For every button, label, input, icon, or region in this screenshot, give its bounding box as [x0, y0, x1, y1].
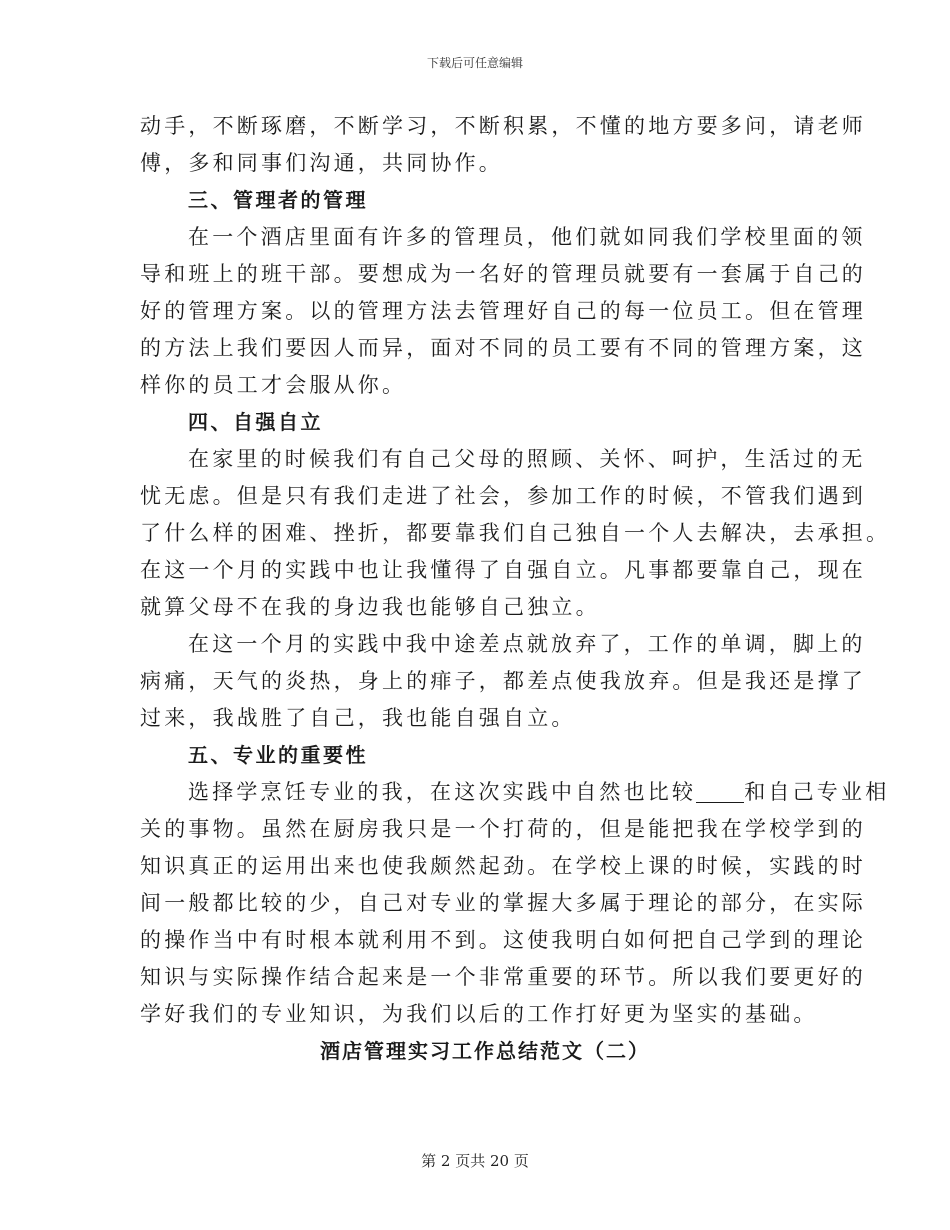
paragraph-line: 傅，多和同事们沟通，共同协作。	[140, 151, 503, 175]
paragraph-line: 学好我们的专业知识，为我们以后的工作打好更为坚实的基础。	[140, 1002, 818, 1026]
paragraph-line: 好的管理方案。以的管理方法去管理好自己的每一位员工。但在管理	[140, 299, 866, 323]
next-document-title: 酒店管理实习工作总结范文（二）	[320, 1039, 650, 1063]
paragraph-line: 在这一个月的实践中我中途差点就放弃了，工作的单调，脚上的	[188, 632, 866, 656]
paragraph-line: 就算父母不在我的身边我也能够自己独立。	[140, 595, 600, 619]
paragraph-line: 知识真正的运用出来也使我颇然起劲。在学校上课的时候，实践的时	[140, 854, 866, 878]
section-heading-4: 四、自强自立	[188, 410, 323, 434]
paragraph-line: 间一般都比较的少，自己对专业的掌握大多属于理论的部分，在实际	[140, 891, 866, 915]
page-header: 下载后可任意编辑	[426, 56, 523, 70]
paragraph-line: 忧无虑。但是只有我们走进了社会，参加工作的时候，不管我们遇到	[140, 484, 866, 508]
paragraph-line: 样你的员工才会服从你。	[140, 373, 407, 397]
paragraph-line: 过来，我战胜了自己，我也能自强自立。	[140, 706, 576, 730]
section-heading-3: 三、管理者的管理	[188, 188, 368, 212]
paragraph-line: 病痛，天气的炎热，身上的痱子，都差点使我放弃。但是我还是撑了	[140, 669, 866, 693]
document-body	[140, 108, 891, 1070]
paragraph-line: 知识与实际操作结合起来是一个非常重要的环节。所以我们要更好的	[140, 965, 866, 989]
paragraph-line: 关的事物。虽然在厨房我只是一个打荷的，但是能把我在学校学到的	[140, 817, 866, 841]
paragraph-line: 的操作当中有时根本就利用不到。这使我明白如何把自己学到的理论	[140, 928, 866, 952]
paragraph-line	[140, 774, 890, 811]
paragraph-line: 在这一个月的实践中也让我懂得了自强自立。凡事都要靠自己，现在	[140, 558, 866, 582]
text-segment: 选择学烹饪专业的我，在这次实践中自然也比较	[188, 780, 697, 804]
paragraph-line: 导和班上的班干部。要想成为一名好的管理员就要有一套属于自己的	[140, 262, 866, 286]
paragraph-line: 在一个酒店里面有许多的管理员，他们就如同我们学校里面的领	[188, 225, 866, 249]
page-footer: 第 2 页共 20 页	[421, 1152, 529, 1170]
section-heading-5: 五、专业的重要性	[188, 743, 368, 767]
paragraph-line: 动手，不断琢磨，不断学习，不断积累，不懂的地方要多问，请老师	[140, 114, 866, 138]
paragraph-line: 了什么样的困难、挫折，都要靠我们自己独自一个人去解决，去承担。	[140, 521, 891, 545]
paragraph-line: 的方法上我们要因人而异，面对不同的员工要有不同的管理方案，这	[140, 336, 866, 360]
text-segment: 和自己专业相	[744, 780, 890, 804]
blank-underline	[696, 780, 744, 803]
paragraph-line: 在家里的时候我们有自己父母的照顾、关怀、呵护，生活过的无	[188, 447, 866, 471]
